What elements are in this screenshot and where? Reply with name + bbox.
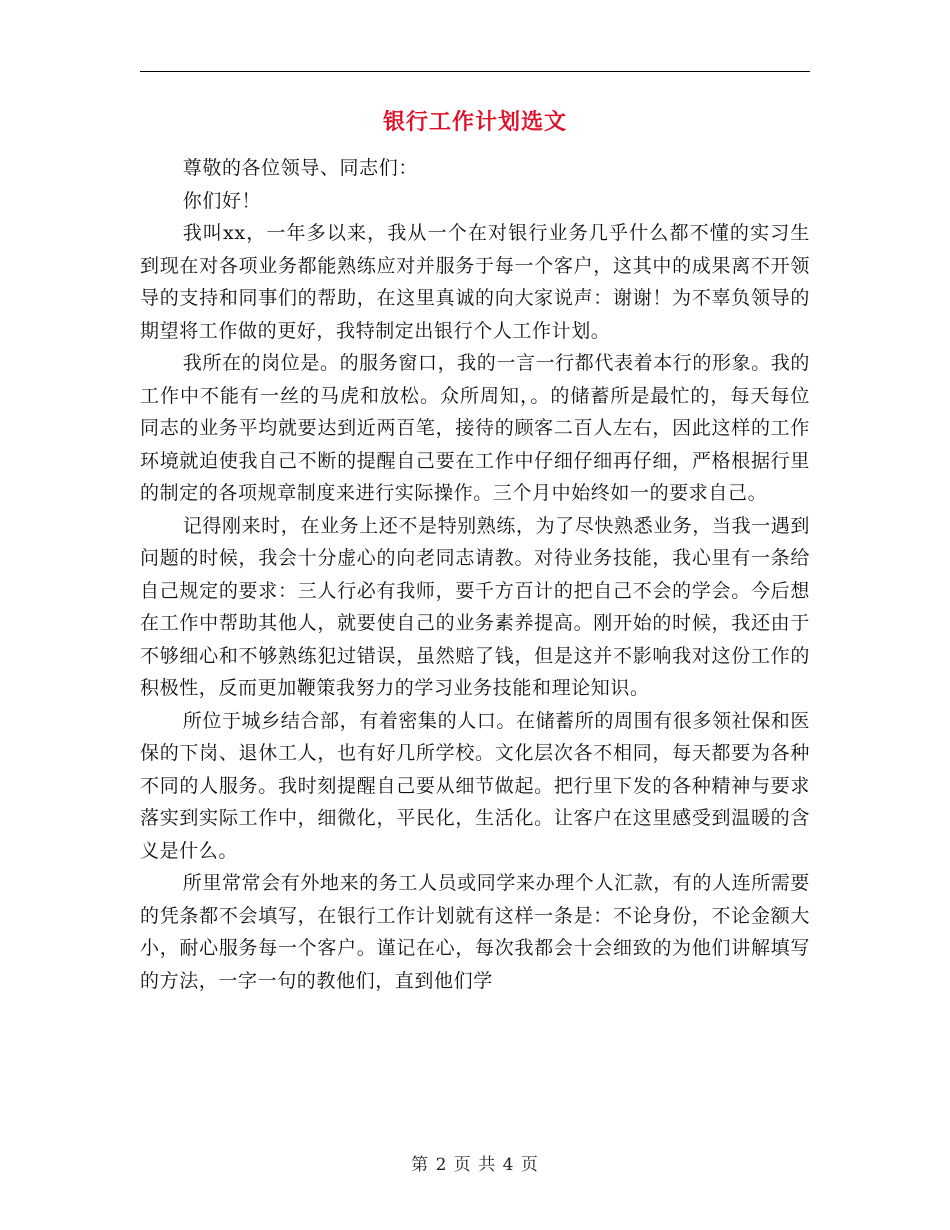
document-title: 银行工作计划选文 bbox=[382, 110, 567, 135]
paragraph-location: 所位于城乡结合部，有着密集的人口。在储蓄所的周围有很多领社保和医保的下岗、退休工人，也有好几所学校。文化层次各不相同，每天都要为各种不同的人服务。我时刻提醒自己要从细节做起。把行里下发的各种精神与要求落实到实际工作中，细微化，平民化，生活化。让客户在这里感受到温暖的含义是什么。 bbox=[140, 709, 810, 862]
page-number: 第 2 页 共 4 页 bbox=[411, 1155, 539, 1175]
salutation: 尊敬的各位领导、同志们： bbox=[182, 157, 418, 179]
paragraph-position: 我所在的岗位是。的服务窗口，我的一言一行都代表着本行的形象。我的工作中不能有一丝的马虎和放松。众所周知，。的储蓄所是最忙的，每天每位同志的业务平均就要达到近两百笔，接待的顾客二百人左右，因此这样的工作环境就迫使我自己不断的提醒自己要在工作中仔细仔细再仔细，严格根据行里的制定的各项规章制度来进行实际操作。三个月中始终如一的要求自己。 bbox=[140, 352, 810, 504]
paragraph-service: 所里常常会有外地来的务工人员或同学来办理个人汇款，有的人连所需要的凭条都不会填写，在银行工作计划就有这样一条是：不论身份，不论金额大小，耐心服务每一个客户。谨记在心，每次我都会十会细致的为他们讲解填写的方法，一字一句的教他们，直到他们学 bbox=[140, 872, 810, 992]
paragraph-intro: 我叫xx，一年多以来，我从一个在对银行业务几乎什么都不懂的实习生到现在对各项业务都能熟练应对并服务于每一个客户，这其中的成果离不开领导的支持和同事们的帮助，在这里真诚的向大家说声：谢谢！为不辜负领导的期望将工作做的更好，我特制定出银行个人工作计划。 bbox=[140, 222, 810, 342]
greeting: 你们好！ bbox=[182, 189, 262, 212]
paragraph-learning: 记得刚来时，在业务上还不是特别熟练，为了尽快熟悉业务，当我一遇到问题的时候，我会十分虚心的向老同志请教。对待业务技能，我心里有一条给自己规定的要求：三人行必有我师，要千方百计的把自己不会的学会。今后想在工作中帮助其他人，就要使自己的业务素养提高。刚开始的时候，我还由于不够细心和不够熟练犯过错误，虽然赔了钱，但是这并不影响我对这份工作的积极性，反而更加鞭策我努力的学习业务技能和理论知识。 bbox=[140, 514, 810, 699]
document-body bbox=[140, 152, 810, 997]
header-rule bbox=[140, 71, 810, 72]
